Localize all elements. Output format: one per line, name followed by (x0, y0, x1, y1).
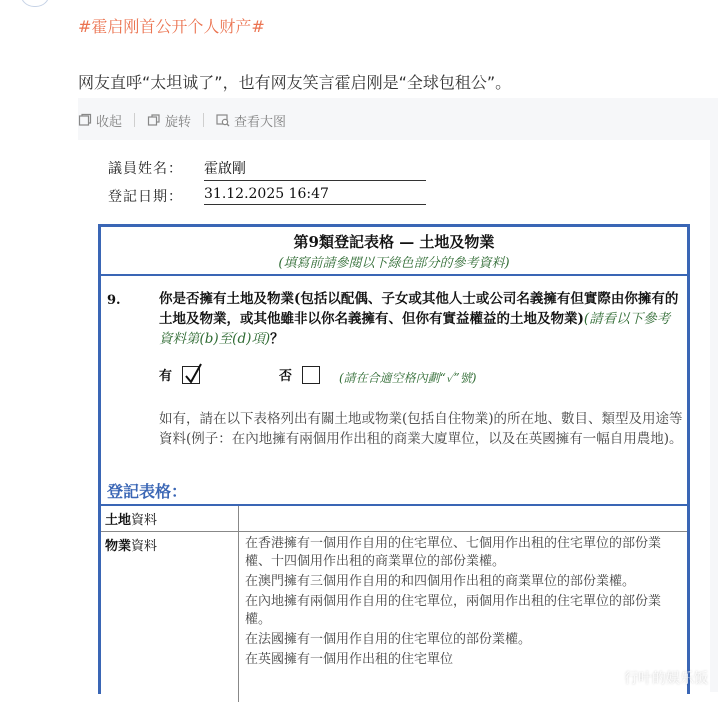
property-entry: 在內地擁有兩個用作自用的住宅單位，兩個用作出租的住宅單位的部份業權。 (245, 594, 662, 627)
property-label-bold: 物業 (105, 539, 132, 554)
post-caption: 网友直呼“太坦诚了”，也有网友笑言霍启刚是“全球包租公”。 (78, 73, 512, 92)
member-name-value: 霍啟剛 (204, 158, 426, 181)
question-number: 9. (107, 293, 121, 308)
rotate-label: 旋转 (165, 114, 192, 130)
header-remnant (0, 0, 718, 8)
registration-form-heading: 登記表格： (107, 482, 188, 501)
land-label-bold: 土地 (105, 513, 132, 528)
watermark: 行叶的娱乐饭 (624, 671, 708, 687)
registration-date-label: 登記日期： (108, 189, 183, 205)
question-mark: ？ (270, 331, 284, 347)
property-value (239, 532, 687, 702)
check-hint: (請在合適空格內劃“✓”號) (339, 371, 477, 385)
collapse-button[interactable] (78, 111, 122, 130)
collapse-icon (78, 113, 92, 127)
land-label-rest: 資料 (131, 513, 158, 528)
land-label (101, 506, 239, 531)
answer-yes (159, 365, 200, 384)
property-entry: 在澳門擁有三個用作自用的和四個用作出租的商業單位的部份業權。 (245, 574, 636, 589)
form-title: 第9類登記表格 — 土地及物業 (293, 233, 495, 251)
no-checkbox[interactable] (302, 366, 320, 384)
registration-date-value: 31.12.2025 16:47 (204, 186, 426, 205)
member-name-label: 議員姓名： (108, 161, 183, 177)
registration-date-row (108, 186, 183, 206)
avatar[interactable] (20, 0, 50, 7)
table-row-land (101, 506, 687, 532)
category-9-form (98, 224, 690, 694)
if-yes-instructions: 如有，請在以下表格列出有關土地或物業(包括自住物業)的所在地、數目、類型及用途等資料(例子：在內地擁有兩個用作出租的商業大廈單位，以及在英國擁有一幅自用農地)。 (159, 411, 683, 447)
toolbar-divider (134, 113, 135, 127)
member-name-row (108, 158, 183, 178)
topic-hashtag[interactable]: #霍启刚首公开个人财产# (78, 17, 265, 36)
property-entry: 在法國擁有一個用作自用的住宅單位的部份業權。 (245, 632, 532, 647)
toolbar-divider (203, 113, 204, 127)
view-large-button[interactable] (216, 111, 286, 130)
no-label: 否 (279, 369, 293, 384)
property-label (101, 532, 239, 702)
zoom-image-icon (216, 113, 230, 127)
form-divider (101, 274, 687, 276)
property-entry: 在香港擁有一個用作自用的住宅單位、七個用作出租的住宅單位的部份業權、十四個用作出租的商業單位的部份業權。 (245, 536, 662, 569)
property-label-rest: 資料 (131, 539, 158, 554)
image-toolbar (78, 110, 286, 130)
collapse-label: 收起 (96, 114, 123, 130)
table-row-property (101, 532, 687, 702)
property-entry: 在英國擁有一個用作出租的住宅單位 (245, 652, 454, 667)
question-reference: (請看以下參考資料第(b)至(d)項) (159, 311, 671, 347)
registration-table (101, 504, 687, 702)
rotate-icon (147, 113, 161, 127)
declaration-document[interactable] (78, 140, 710, 692)
yes-label: 有 (159, 369, 173, 384)
land-value (239, 506, 687, 531)
view-large-label: 查看大图 (234, 114, 287, 130)
answer-no (279, 365, 320, 384)
question-body: 你是否擁有土地及物業(包括以配偶、子女或其他人士或公司名義擁有但實際由你擁有的土地及物業，或其他雖非以你名義擁有、但你有實益權益的土地及物業) (159, 291, 679, 327)
question-text (159, 289, 679, 349)
yes-checkbox[interactable] (182, 366, 200, 384)
form-subtitle: (填寫前請參閱以下綠色部分的參考資料) (278, 256, 510, 271)
rotate-button[interactable] (147, 111, 191, 130)
checkmark-icon (184, 363, 202, 385)
